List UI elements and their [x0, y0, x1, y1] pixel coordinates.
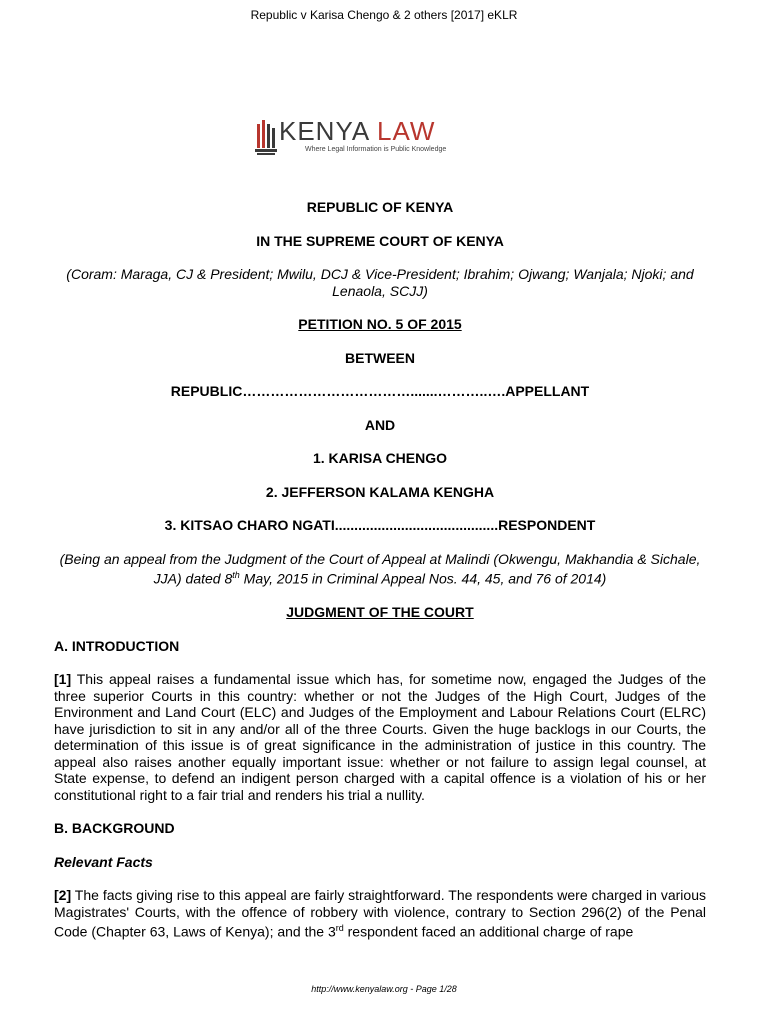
- kenya-law-columns-icon: [255, 118, 277, 156]
- appeal-note-post: May, 2015 in Criminal Appeal Nos. 44, 45, and 76 of 2014): [239, 570, 607, 587]
- logo-wordmark: [279, 116, 435, 147]
- relevant-facts-heading: Relevant Facts: [54, 853, 153, 870]
- paragraph-2-number: [2]: [54, 887, 72, 904]
- petition-line-wrap: [54, 316, 706, 333]
- paragraph-2: [54, 887, 706, 940]
- appeal-note: [54, 551, 706, 588]
- logo-word-law: LAW: [377, 116, 436, 146]
- between-label: BETWEEN: [345, 349, 415, 366]
- document-body: [54, 199, 706, 940]
- respondent-1: 1. KARISA CHENGO: [312, 450, 448, 466]
- court-heading: IN THE SUPREME COURT OF KENYA: [256, 232, 504, 249]
- petition-number: PETITION NO. 5 OF 2015: [298, 316, 462, 332]
- appellant-line: REPUBLIC……………………………….......………..….APPELLANT: [170, 383, 590, 399]
- appeal-note-sup: th: [232, 570, 240, 580]
- republic-heading: REPUBLIC OF KENYA: [306, 199, 454, 215]
- section-a-heading: A. INTRODUCTION: [54, 637, 180, 654]
- paragraph-1-number: [1]: [54, 671, 72, 688]
- paragraph-2-sup: rd: [335, 923, 344, 934]
- logo-tagline: Where Legal Information is Public Knowledge: [305, 146, 447, 153]
- kenya-law-logo: [255, 116, 465, 158]
- running-header: Republic v Karisa Chengo & 2 others [2017] eKLR: [250, 8, 518, 22]
- paragraph-1: [54, 671, 706, 803]
- appeal-note-pre: (Being an appeal from the Judgment of the Court of Appeal at Malindi (Okwengu, Makhandia & Sichale, JJA) dated 8: [59, 550, 701, 587]
- and-label: AND: [364, 416, 396, 433]
- respondent-3: 3. KITSAO CHARO NGATI..........................................RESPONDENT: [164, 517, 596, 533]
- section-b-heading: B. BACKGROUND: [54, 820, 175, 837]
- paragraph-2-post: respondent faced an additional charge of rape: [343, 923, 634, 940]
- respondent-2: 2. JEFFERSON KALAMA KENGHA: [265, 483, 495, 500]
- paragraph-1-text: This appeal raises a fundamental issue which has, for sometime now, engaged the Judges of the three superior Courts in this country: whether or not the Judges of the High Court, Judges of the Environment and Land Court (ELC) and Judges of the Employment and Labour Relations Court (ELRC) have jurisdiction to sit in any and/or all of the three Courts. Given the huge backlogs in our Courts, the determination of this issue is of great significance in the administration of justice in this country. The appeal also raises another equally important issue: whether or not failure to assign legal counsel, at State expense, to defend an indigent person charged with a capital offence is a violation of his or her constitutional right to a fair trial and renders his trial a nullity.: [54, 671, 706, 803]
- judgment-title: JUDGMENT OF THE COURT: [286, 604, 474, 621]
- paragraph-2-pre: The facts giving rise to this appeal are fairly straightforward. The respondents were charged in various Magistrates' Courts, with the offence of robbery with violence, contrary to Section 296(2) of the Penal Code (Chapter 63, Laws of Kenya); and the 3: [54, 887, 706, 940]
- judgment-title-wrap: [54, 604, 706, 621]
- page-footer: http://www.kenyalaw.org - Page 1/28: [311, 984, 457, 994]
- logo-word-kenya: KENYA: [279, 116, 369, 146]
- coram-line: (Coram: Maraga, CJ & President; Mwilu, DCJ & Vice-President; Ibrahim; Ojwang; Wanjala; Njoki; and Lenaola, SCJJ): [66, 266, 694, 299]
